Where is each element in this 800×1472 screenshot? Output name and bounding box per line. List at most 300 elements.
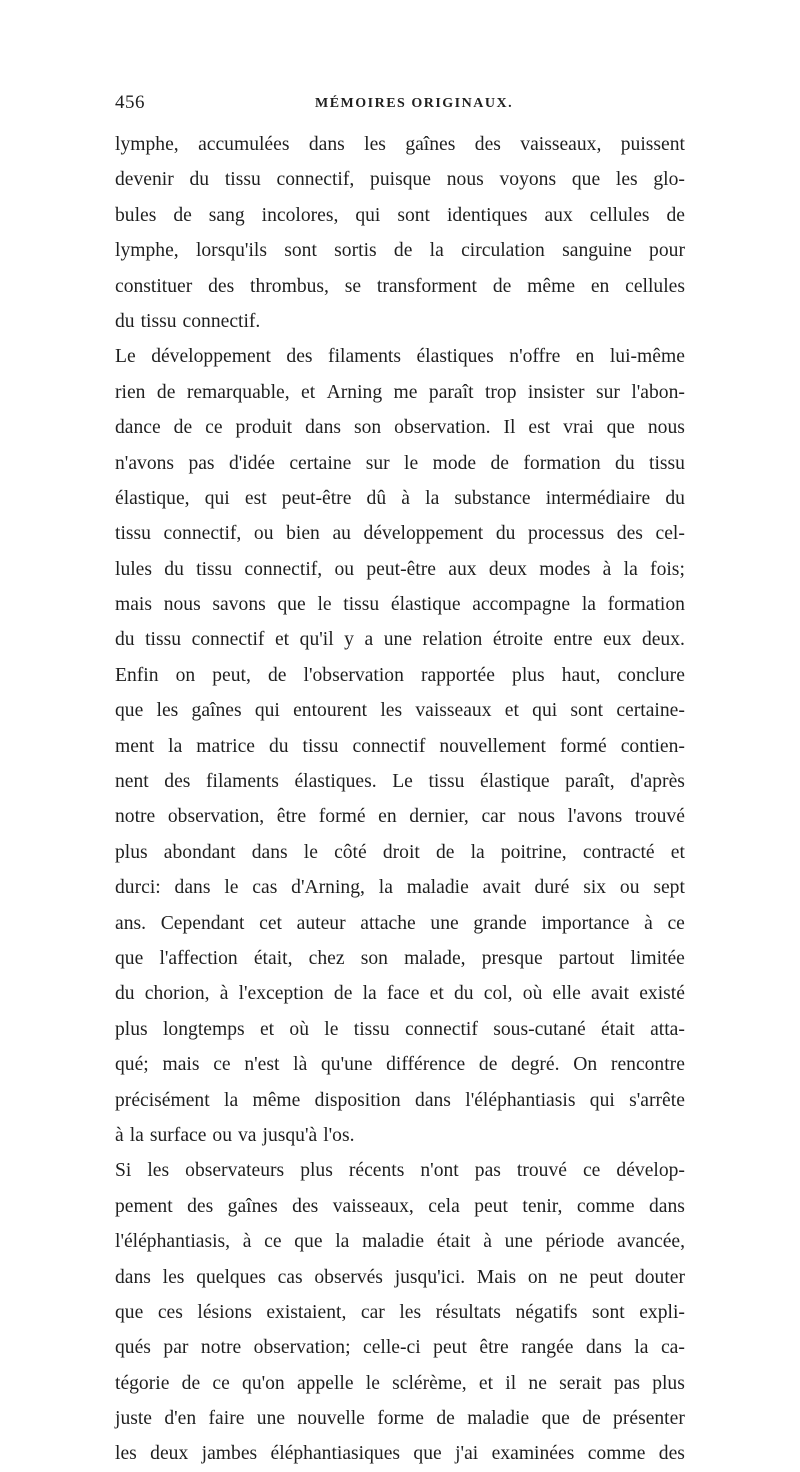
word: jambes xyxy=(201,1443,258,1465)
text-line xyxy=(115,127,685,162)
word: la xyxy=(623,558,638,580)
word: peut-être xyxy=(366,558,436,580)
word: plus xyxy=(115,1018,148,1040)
word: élastique xyxy=(479,771,550,793)
word: que xyxy=(277,594,306,616)
word: peut, xyxy=(212,664,251,686)
text-line xyxy=(115,1295,685,1330)
word: notre xyxy=(200,1337,242,1359)
word: et xyxy=(301,381,316,403)
word: appelle xyxy=(296,1372,354,1394)
word: ans. xyxy=(115,912,147,934)
word: de xyxy=(478,1054,498,1076)
word: précisément xyxy=(115,1089,210,1111)
word: vaisseaux xyxy=(415,700,492,722)
word: les xyxy=(147,1160,170,1182)
word: la xyxy=(129,1124,144,1146)
word: des xyxy=(187,1195,214,1217)
word: notre xyxy=(115,806,156,828)
word: une xyxy=(504,1231,533,1253)
text-line xyxy=(115,870,685,905)
word: plus xyxy=(652,1372,685,1394)
word: y xyxy=(344,629,354,651)
text-line xyxy=(115,552,685,587)
word: aux xyxy=(448,558,477,580)
word: savons xyxy=(212,594,266,616)
text-line xyxy=(115,339,685,374)
word: d'idée xyxy=(228,452,275,474)
word: le xyxy=(365,1372,380,1394)
word: même xyxy=(527,275,576,297)
word: trop xyxy=(484,381,517,403)
word: période xyxy=(545,1231,605,1253)
word: qui xyxy=(204,487,230,509)
word: processus xyxy=(528,523,605,545)
word: que xyxy=(115,700,144,722)
word: partout xyxy=(558,947,615,969)
word: ce xyxy=(212,1372,230,1394)
word: observation; xyxy=(253,1337,351,1359)
word: du xyxy=(115,983,135,1005)
text-line xyxy=(115,835,685,870)
word: sang xyxy=(208,204,245,226)
word: différence xyxy=(386,1054,466,1076)
word: de xyxy=(435,841,455,863)
word: élastique xyxy=(390,594,461,616)
word: d'Arning, xyxy=(291,877,365,899)
word: mais xyxy=(162,1054,200,1076)
word: entourent xyxy=(293,700,368,722)
word: que xyxy=(115,947,144,969)
word: de xyxy=(267,664,287,686)
word: bien xyxy=(286,523,320,545)
word: de xyxy=(582,1408,601,1430)
word: sanguine xyxy=(562,240,632,262)
word: du xyxy=(268,735,289,757)
word: la xyxy=(224,1089,239,1111)
word: Si xyxy=(115,1160,132,1182)
word: Il xyxy=(503,417,516,439)
word: nous xyxy=(446,169,484,191)
word: cet xyxy=(259,912,282,934)
word: que xyxy=(571,169,601,191)
text-line xyxy=(115,1224,685,1259)
word: cas xyxy=(252,877,278,899)
word: de xyxy=(173,204,192,226)
word: ment xyxy=(115,735,155,757)
word: eux xyxy=(603,629,632,651)
word: transforment xyxy=(376,275,478,297)
word: rangée xyxy=(521,1337,574,1359)
word: éléphantiasiques xyxy=(270,1443,401,1465)
word: dans xyxy=(115,1266,151,1288)
word: dans xyxy=(251,841,288,863)
word: connectif, xyxy=(163,523,242,545)
word: dernier, xyxy=(409,806,469,828)
word: le xyxy=(324,1018,339,1040)
word: qu'il xyxy=(299,629,334,651)
word: connectif, xyxy=(276,169,355,191)
word: l'affection xyxy=(159,947,238,969)
word: du xyxy=(495,523,516,545)
word: pas xyxy=(188,452,215,474)
word: côté xyxy=(334,841,367,863)
word: formation xyxy=(523,452,601,474)
word: ne xyxy=(559,1266,578,1288)
word: son xyxy=(360,947,388,969)
word: celle-ci xyxy=(363,1337,421,1359)
word: par xyxy=(163,1337,189,1359)
word: de xyxy=(436,1408,455,1430)
word: deux. xyxy=(641,629,685,651)
word: rapportée xyxy=(420,664,495,686)
body-text xyxy=(115,127,685,1472)
word: n'ont xyxy=(420,1160,459,1182)
word: les xyxy=(364,134,386,155)
word: ces xyxy=(157,1301,183,1323)
word: mode xyxy=(432,452,477,474)
word: me xyxy=(393,381,418,403)
word: tissu xyxy=(428,771,465,793)
word: vaisseaux, xyxy=(332,1195,414,1217)
word: ce xyxy=(213,1054,231,1076)
word: nouvellement xyxy=(439,735,546,757)
word: deux xyxy=(150,1443,189,1465)
word: malade, xyxy=(404,947,466,969)
text-line xyxy=(115,658,685,693)
word: du xyxy=(115,629,135,651)
text-line xyxy=(115,516,685,551)
word: étroite xyxy=(492,629,543,651)
word: l'exception xyxy=(238,983,324,1005)
word: sortis xyxy=(334,240,377,262)
word: que xyxy=(294,1231,323,1253)
word: accumulées xyxy=(198,134,290,155)
word: de xyxy=(490,452,509,474)
word: lules xyxy=(115,558,153,580)
word: connectif. xyxy=(182,310,261,332)
word: accompagne xyxy=(472,594,571,616)
word: lymphe, xyxy=(115,134,179,155)
text-line xyxy=(115,1436,685,1471)
word: les xyxy=(615,169,638,191)
word: tissu xyxy=(145,629,182,651)
word: des xyxy=(616,523,643,545)
word: pement xyxy=(115,1195,173,1217)
word: droit xyxy=(382,841,420,863)
word: de xyxy=(666,204,685,226)
word: dance xyxy=(115,417,161,439)
word: intermédiaire xyxy=(545,487,651,509)
word: n'est xyxy=(244,1054,280,1076)
word: est xyxy=(244,487,267,509)
word: la xyxy=(378,877,393,899)
word: tégorie xyxy=(115,1372,170,1394)
word: tissu xyxy=(224,169,261,191)
word: forme xyxy=(377,1408,425,1430)
word: sont xyxy=(570,700,604,722)
word: l'éléphantiasis xyxy=(465,1089,576,1111)
word: dans xyxy=(585,1337,622,1359)
word: grande xyxy=(473,912,527,934)
word: devenir xyxy=(115,169,174,191)
word: des xyxy=(164,771,191,793)
word: des xyxy=(286,346,313,368)
word: d'en xyxy=(164,1408,197,1430)
word: tenir, xyxy=(522,1195,563,1217)
word: limitée xyxy=(630,947,685,969)
word: nouvelle xyxy=(297,1408,365,1430)
word: du xyxy=(615,452,635,474)
word: dans xyxy=(305,417,341,439)
word: cel- xyxy=(655,523,685,545)
word: l'os. xyxy=(323,1124,355,1146)
word: la xyxy=(470,841,485,863)
word: cellules xyxy=(625,275,685,297)
word: se xyxy=(344,275,362,297)
word: formé xyxy=(318,806,366,828)
word: pour xyxy=(649,240,685,262)
word: tissu xyxy=(196,558,233,580)
word: du xyxy=(665,487,685,509)
text-line xyxy=(115,1118,685,1153)
word: duré xyxy=(534,877,570,899)
word: était, xyxy=(253,947,293,969)
word: l'éléphantiasis, xyxy=(115,1231,231,1253)
word: pas xyxy=(613,1372,640,1394)
word: maladie xyxy=(406,877,469,899)
word: filaments xyxy=(205,771,279,793)
word: qu'une xyxy=(320,1054,373,1076)
word: gaînes xyxy=(191,700,242,722)
word: et xyxy=(274,629,290,651)
word: a xyxy=(364,629,374,651)
word: ca- xyxy=(660,1337,685,1359)
text-line xyxy=(115,941,685,976)
word: disposition xyxy=(314,1089,401,1111)
word: en xyxy=(575,346,595,368)
word: cas xyxy=(277,1266,303,1288)
text-line xyxy=(115,198,685,233)
word: la xyxy=(634,1337,649,1359)
word: dans xyxy=(308,134,345,155)
word: aux xyxy=(544,204,573,226)
word: vrai xyxy=(563,417,594,439)
word: ce xyxy=(667,912,685,934)
text-line xyxy=(115,693,685,728)
word: connectif xyxy=(405,1018,478,1040)
word: trouvé xyxy=(516,1160,567,1182)
word: ne xyxy=(528,1372,547,1394)
word: à xyxy=(219,983,229,1005)
word: dû xyxy=(366,487,387,509)
text-line xyxy=(115,764,685,799)
word: au xyxy=(332,523,351,545)
word: des xyxy=(208,275,235,297)
word: n'offre xyxy=(509,346,561,368)
word: des xyxy=(658,1443,685,1465)
word: à xyxy=(602,558,612,580)
word: degré. xyxy=(511,1054,560,1076)
word: existaient, xyxy=(266,1301,347,1323)
word: formé xyxy=(559,735,607,757)
word: le xyxy=(303,841,318,863)
word: quelques xyxy=(196,1266,266,1288)
word: présenter xyxy=(613,1408,685,1430)
word: d'après xyxy=(630,771,685,793)
word: du xyxy=(164,558,184,580)
word: paraît xyxy=(428,381,474,403)
word: dans xyxy=(415,1089,451,1111)
word: à xyxy=(115,1124,124,1146)
word: en xyxy=(378,806,397,828)
word: insister xyxy=(527,381,585,403)
word: à xyxy=(644,912,653,934)
word: le xyxy=(224,877,239,899)
word: chez xyxy=(308,947,345,969)
word: surface xyxy=(149,1124,207,1146)
word: elle xyxy=(552,983,581,1005)
word: chorion, xyxy=(144,983,210,1005)
word: modes xyxy=(539,558,591,580)
word: de xyxy=(156,381,176,403)
word: tissu xyxy=(115,523,151,545)
word: rencontre xyxy=(610,1054,685,1076)
word: tissu xyxy=(302,735,339,757)
word: la xyxy=(335,1231,350,1253)
word: paraît, xyxy=(565,771,615,793)
word: existé xyxy=(639,983,685,1005)
word: s'arrête xyxy=(629,1089,685,1111)
word: qui xyxy=(254,700,280,722)
word: observés xyxy=(314,1266,383,1288)
word: sont xyxy=(397,204,430,226)
word: comme xyxy=(576,1195,635,1217)
word: sclérème, xyxy=(392,1372,467,1394)
word: de xyxy=(181,1372,201,1394)
word: formation xyxy=(607,594,685,616)
word: et xyxy=(670,841,685,863)
word: gaînes xyxy=(227,1195,278,1217)
word: à xyxy=(483,1231,492,1253)
word: entre xyxy=(553,629,593,651)
text-line xyxy=(115,304,685,339)
word: Mais xyxy=(476,1266,517,1288)
word: avait xyxy=(590,983,630,1005)
word: récents xyxy=(348,1160,405,1182)
word: et xyxy=(478,1372,494,1394)
word: comme xyxy=(587,1443,646,1465)
word: gaînes xyxy=(405,134,456,155)
word: nous xyxy=(163,594,201,616)
word: la xyxy=(168,735,183,757)
word: plus xyxy=(115,841,148,863)
word: était xyxy=(601,1018,635,1040)
word: deux xyxy=(488,558,527,580)
word: les xyxy=(380,700,403,722)
text-line xyxy=(115,1366,685,1401)
word: où xyxy=(289,1018,309,1040)
word: circulation xyxy=(461,240,545,262)
running-title: MÉMOIRES ORIGINAUX. xyxy=(315,96,514,111)
word: la xyxy=(362,983,377,1005)
word: négatifs xyxy=(515,1301,578,1323)
word: tissu xyxy=(353,1018,390,1040)
word: connectif, xyxy=(244,558,323,580)
word: haut, xyxy=(561,664,601,686)
word: qui xyxy=(532,700,558,722)
word: qu'on xyxy=(242,1372,285,1394)
word: sous-cutané xyxy=(493,1018,586,1040)
word: pas xyxy=(474,1160,501,1182)
word: que xyxy=(541,1408,570,1430)
word: nous xyxy=(647,417,685,439)
text-line xyxy=(115,233,685,268)
text-line xyxy=(115,1260,685,1295)
word: plus xyxy=(512,664,545,686)
word: faire xyxy=(208,1408,245,1430)
word: qués xyxy=(115,1337,151,1359)
word: de xyxy=(393,240,413,262)
text-line xyxy=(115,1401,685,1436)
word: trouvé xyxy=(634,806,685,828)
word: en xyxy=(590,275,610,297)
word: va xyxy=(238,1124,257,1146)
word: jusqu'ici. xyxy=(394,1266,466,1288)
word: contien- xyxy=(620,735,685,757)
word: j'ai xyxy=(455,1443,479,1465)
word: certaine xyxy=(289,452,352,474)
word: son xyxy=(353,417,382,439)
word: six xyxy=(583,877,607,899)
word: de xyxy=(492,275,512,297)
word: était xyxy=(436,1231,471,1253)
word: est xyxy=(528,417,551,439)
word: tissu xyxy=(343,594,380,616)
word: rien xyxy=(115,381,146,403)
word: peut xyxy=(589,1266,624,1288)
text-line xyxy=(115,622,685,657)
word: thrombus, xyxy=(250,275,329,297)
word: peut xyxy=(474,1195,508,1217)
word: observation. xyxy=(394,417,491,439)
word: une xyxy=(383,629,412,651)
text-line xyxy=(115,1012,685,1047)
text-line xyxy=(115,587,685,622)
word: Le xyxy=(115,346,136,368)
word: une xyxy=(256,1408,286,1430)
word: les xyxy=(115,1443,137,1465)
word: juste xyxy=(115,1408,153,1430)
word: développement xyxy=(363,523,484,545)
word: remarquable, xyxy=(186,381,290,403)
text-line xyxy=(115,1047,685,1082)
word: où xyxy=(522,983,543,1005)
word: substance xyxy=(454,487,531,509)
word: de xyxy=(333,983,353,1005)
word: col, xyxy=(483,983,513,1005)
word: là xyxy=(293,1054,308,1076)
word: constituer xyxy=(115,275,193,297)
text-line xyxy=(115,976,685,1011)
word: nous xyxy=(517,806,555,828)
word: on xyxy=(527,1266,548,1288)
text-line xyxy=(115,1153,685,1188)
word: développement xyxy=(151,346,271,368)
word: et xyxy=(504,700,519,722)
word: qui xyxy=(589,1089,615,1111)
word: des xyxy=(292,1195,319,1217)
